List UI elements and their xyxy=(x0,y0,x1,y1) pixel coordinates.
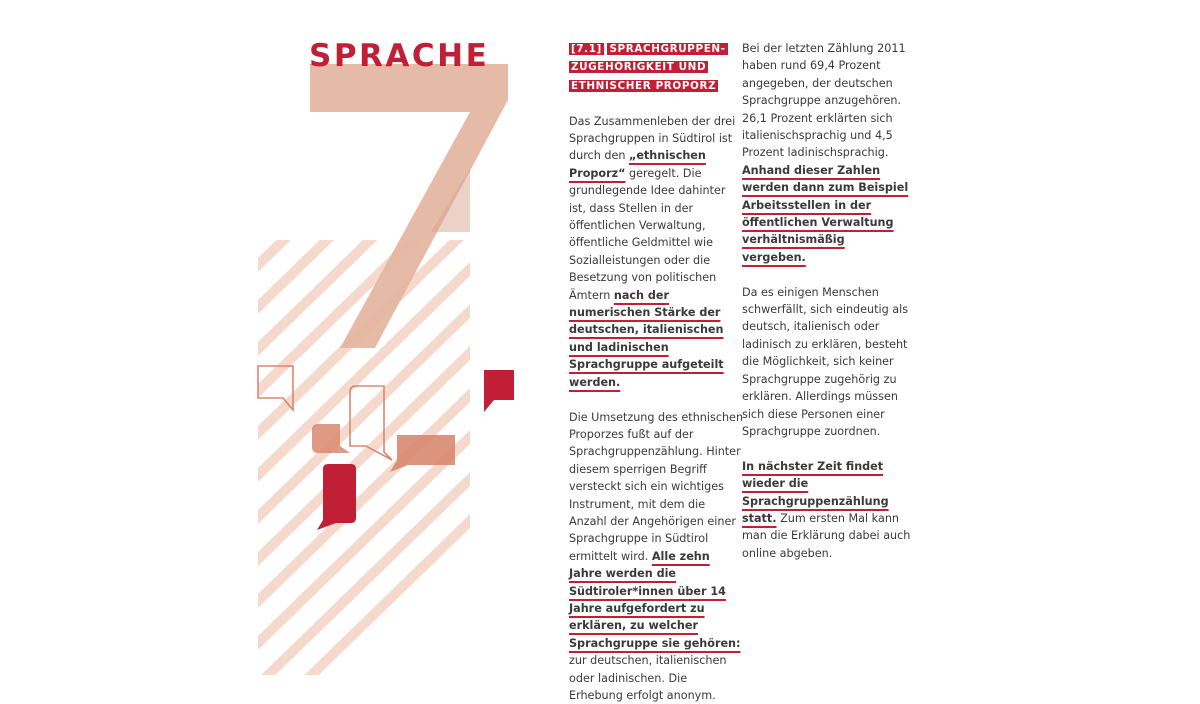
chapter-title: SPRACHE xyxy=(309,38,489,74)
emphasis-text: In nächster Zeit findet wieder die Sprachgruppenzählung statt. xyxy=(742,460,889,525)
emphasis-text: Alle zehn Jahre werden die Südtiroler*innen über 14 Jahre aufgefordert zu erklären, zu welcher Sprachgruppe sie gehören: xyxy=(569,550,740,650)
paragraph: In nächster Zeit findet wieder die Sprachgruppenzählung statt. Zum ersten Mal kann man die Erklärung dabei auch online abgeben. xyxy=(742,458,912,562)
section-heading xyxy=(569,40,744,95)
paragraph: Das Zusammenleben der drei Sprachgruppen in Südtirol ist durch den „ethnischen Proporz“ geregelt. Die grundlegende Idee dahinter ist, dass Stellen in der öffentlichen Verwaltung, öffentliche Geldmittel wie Sozialleistungen oder die Besetzung von politischen Ämtern nach der numerischen Stärke der deutschen, italienischen und ladinischen Sprachgruppe aufgeteilt werden. xyxy=(569,113,744,392)
diagonal-stripes xyxy=(258,52,470,675)
section-heading-text: SPRACHGRUPPEN-ZUGEHÖRIGKEIT UND ETHNISCHER PROPORZ xyxy=(569,43,728,92)
paragraph: Bei der letzten Zählung 2011 haben rund 69,4 Prozent angegeben, der deutschen Sprachgruppe anzugehören. 26,1 Prozent erklärten sich italienischsprachig und 4,5 Prozent ladinischsprachig. Anhand dieser Zahlen werden dann zum Beispiel Arbeitsstellen in der öffentlichen Verwaltung verhältnismäßig vergeben. xyxy=(742,40,912,266)
emphasis-text: nach der numerischen Stärke der deutschen, italienischen und ladinischen Sprachgruppe aufgeteilt werden. xyxy=(569,289,724,389)
paragraph: Da es einigen Menschen schwerfällt, sich eindeutig als deutsch, italienisch oder ladinisch zu erklären, besteht die Möglichkeit, sich keiner Sprachgruppe zugehörig zu erklären. Allerdings müssen sich diese Personen einer Sprachgruppe zuordnen. xyxy=(742,284,912,441)
section-number: [7.1] xyxy=(569,43,604,55)
speech-bubble-red-right-icon xyxy=(484,370,514,412)
emphasis-text: Anhand dieser Zahlen werden dann zum Beispiel Arbeitsstellen in der öffentlichen Verwaltung verhältnismäßig vergeben. xyxy=(742,164,908,264)
text-column-1 xyxy=(569,40,744,704)
paragraph: Die Umsetzung des ethnischen Proporzes fußt auf der Sprachgruppenzählung. Hinter diesem sperrigen Begriff versteckt sich ein wichtiges Instrument, mit dem die Anzahl der Angehörigen einer Sprachgruppe in Südtirol ermittelt wird. Alle zehn Jahre werden die Südtiroler*innen über 14 Jahre aufgefordert zu erklären, zu welcher Sprachgruppe sie gehören: zur deutschen, italienischen oder ladinischen. Die Erhebung erfolgt anonym. xyxy=(569,409,744,704)
text-column-2 xyxy=(742,40,912,562)
emphasis-text: „ethnischen Proporz“ xyxy=(569,149,706,179)
